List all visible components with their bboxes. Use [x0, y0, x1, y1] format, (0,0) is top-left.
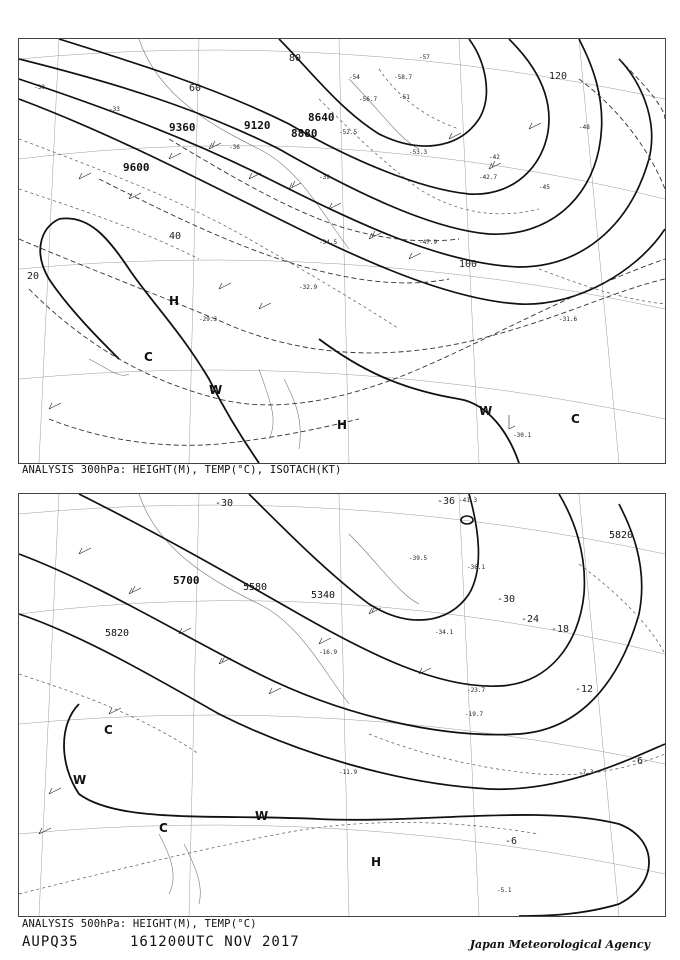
obs-value: -53.3 [409, 149, 428, 156]
obs-value: -34.5 [319, 239, 338, 246]
wind-barbs [39, 548, 431, 834]
obs-value: -56.7 [359, 96, 378, 103]
cold-symbol: C [571, 412, 580, 426]
graticule [19, 494, 665, 916]
height-label-5340: 5340 [311, 590, 336, 601]
isotach-label-120: 120 [549, 71, 568, 82]
isotach-label-60: 60 [189, 83, 202, 94]
warm-symbol: W [73, 773, 87, 787]
temp-label: -6 [505, 836, 518, 847]
chart-300hpa-caption: ANALYSIS 300hPa: HEIGHT(M), TEMP(°C), ISOTACH(KT) [22, 464, 342, 476]
obs-value: -41.3 [459, 497, 478, 504]
isotach-contours [19, 59, 665, 445]
height-label-5580: 5580 [243, 582, 268, 593]
temp-label: -30 [215, 498, 234, 509]
height-contours [19, 494, 665, 789]
obs-value: -31.6 [559, 316, 578, 323]
obs-value: -23.7 [467, 687, 486, 694]
temp-label: -12 [575, 684, 594, 695]
obs-value: -39.5 [409, 555, 428, 562]
cold-symbol: C [104, 723, 113, 737]
obs-value: -5.1 [497, 887, 512, 894]
obs-value: -16.9 [319, 649, 338, 656]
high-symbol: H [371, 855, 382, 869]
temp-label: -57 [419, 54, 430, 61]
temp-label: -36 [437, 496, 456, 507]
temp-label: -48 [579, 124, 590, 131]
chart-300hpa-panel [18, 38, 666, 464]
temp-label: -24 [521, 614, 540, 625]
obs-value: -11.9 [339, 769, 358, 776]
isotach-label-20: 20 [27, 271, 40, 282]
warm-symbol: W [479, 404, 493, 418]
cold-symbol: C [144, 350, 153, 364]
obs-value: -47.9 [419, 239, 438, 246]
agency-name: Japan Meteorological Agency [469, 938, 650, 951]
height-label-8640: 8640 [308, 111, 335, 124]
height-label-9600: 9600 [123, 161, 150, 174]
isotach-label-40: 40 [169, 231, 182, 242]
temp-label: -30 [497, 594, 516, 605]
obs-value: -32.9 [299, 284, 318, 291]
height-label-9120: 9120 [244, 119, 271, 132]
obs-value: -7.3 [579, 769, 594, 776]
chart-500hpa-panel [18, 493, 666, 917]
obs-value: -34.1 [435, 629, 454, 636]
height-label-5820-east: 5820 [609, 530, 634, 541]
obs-value: -52.5 [339, 129, 358, 136]
temp-label: -33 [109, 106, 120, 113]
isotach-label-80: 80 [289, 53, 302, 64]
temp-label: -36 [229, 144, 240, 151]
coastline [139, 494, 419, 904]
chart-500hpa-map [19, 494, 665, 916]
obs-value: -19.7 [465, 711, 484, 718]
high-symbol: H [337, 418, 348, 432]
chart-code: AUPQ35 [22, 934, 79, 950]
height-label-8880: 8880 [291, 127, 318, 140]
obs-value: -58.7 [394, 74, 413, 81]
warm-symbol: W [209, 383, 223, 397]
temp-label: -18 [551, 624, 570, 635]
temp-label: -54 [349, 74, 360, 81]
temp-label: -39 [319, 174, 330, 181]
obs-value: -30.1 [513, 432, 532, 439]
obs-value: -36.1 [467, 564, 486, 571]
isotach-label-100: 100 [459, 259, 478, 270]
chart-500hpa-caption: ANALYSIS 500hPa: HEIGHT(M), TEMP(°C) [22, 918, 257, 930]
obs-value: -29.3 [199, 316, 218, 323]
temperature-outline [64, 704, 649, 916]
chart-300hpa-map [19, 39, 665, 463]
temp-label: -42 [489, 154, 500, 161]
height-label-5700: 5700 [173, 574, 200, 587]
high-symbol: H [169, 294, 180, 308]
height-label-9360: 9360 [169, 121, 196, 134]
warm-symbol: W [255, 809, 269, 823]
temp-label: -51 [399, 94, 410, 101]
temp-label: -45 [539, 184, 550, 191]
temp-label: -6 [631, 756, 644, 767]
cold-symbol: C [159, 821, 168, 835]
chart-datetime: 161200UTC NOV 2017 [130, 934, 300, 950]
temp-label: -30 [34, 84, 45, 91]
height-label-5820: 5820 [105, 628, 130, 639]
obs-value: -42.7 [479, 174, 498, 181]
